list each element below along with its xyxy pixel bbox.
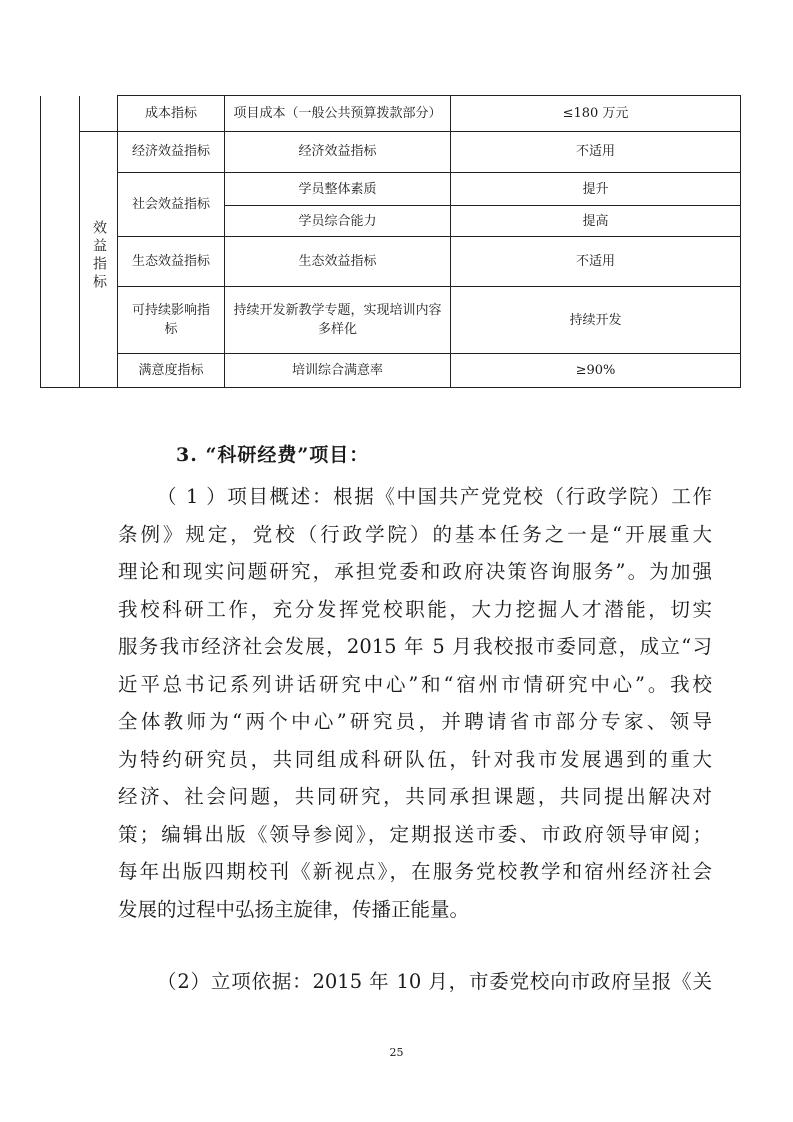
- indicator-cell: 培训综合满意率: [225, 354, 451, 388]
- table-row: [41, 96, 741, 132]
- indicator-cell: 学员综合能力: [225, 205, 451, 237]
- page-number: 25: [389, 1046, 404, 1059]
- benefit-indicator-label: 效益指标: [91, 220, 107, 293]
- indicator-cell: [225, 287, 451, 354]
- value-cell: 不适用: [451, 131, 741, 173]
- indicator-cell: 项目成本（一般公共预算拨款部分）: [225, 96, 451, 132]
- value-cell: ≥90%: [451, 354, 741, 388]
- paragraph-line: 近平总书记系列讲话研究中心”和“宿州市情研究中心”。我校: [118, 672, 712, 696]
- paragraph-line: 理论和现实问题研究，承担党委和政府决策咨询服务”。为加强: [118, 560, 712, 583]
- paragraph-project-overview: [118, 478, 712, 928]
- paragraph-line: 我校科研工作，充分发挥党校职能，大力挖掘人才潜能，切实: [118, 597, 712, 621]
- table-row: [41, 287, 741, 354]
- subcategory-cell: 满意度指标: [118, 354, 225, 388]
- indicator-cell: 学员整体素质: [225, 173, 451, 206]
- indicator-line: 持续开发新教学专题，实现培训内容: [233, 303, 442, 319]
- indicator-line: 多样化: [317, 322, 357, 338]
- paragraph-line: 全体教师为“两个中心”研究员，并聘请省市部分专家、领导: [118, 710, 712, 733]
- subcategory-cell: 生态效益指标: [118, 237, 225, 287]
- value-cell: 不适用: [451, 237, 741, 287]
- category-cell-continued: [41, 96, 80, 388]
- paragraph-line: 每年出版四期校刊《新视点》，在服务党校教学和宿州经济社会: [118, 860, 712, 883]
- subcategory-line: 标: [164, 322, 178, 338]
- table-row: [41, 237, 741, 287]
- table-row: [41, 173, 741, 206]
- subcategory-cell: 社会效益指标: [118, 173, 225, 237]
- value-cell: 提升: [451, 173, 741, 206]
- subcategory-cell: 经济效益指标: [118, 131, 225, 173]
- table-row: [41, 131, 741, 173]
- paragraph-line: 经济、社会问题，共同研究，共同承担课题，共同提出解决对: [118, 785, 712, 808]
- indicator-cell: 经济效益指标: [225, 131, 451, 173]
- paragraph-line: 为特约研究员，共同组成科研队伍，针对我市发展遇到的重大: [118, 747, 712, 771]
- table-row: [41, 354, 741, 388]
- value-cell: 提高: [451, 205, 741, 237]
- paragraph-line: 发展的过程中弘扬主旋律，传播正能量。: [118, 897, 470, 921]
- paragraph-project-basis: [118, 963, 712, 1001]
- paragraph-line: 策；编辑出版《领导参阅》，定期报送市委、市政府领导审阅；: [118, 822, 712, 846]
- paragraph-line: （ 1 ）项目概述：根据《中国共产党党校（行政学院）工作: [157, 485, 712, 508]
- subcategory-line: 可持续影响指: [131, 303, 210, 319]
- paragraph-line: 服务我市经济社会发展，2015 年 5 月我校报市委同意，成立“习: [118, 635, 712, 658]
- performance-indicator-table: [40, 95, 741, 388]
- subcategory-cell: 成本指标: [118, 96, 225, 132]
- paragraph-line: 条例》规定，党校（行政学院）的基本任务之一是“开展重大: [118, 522, 712, 546]
- value-cell: 持续开发: [451, 287, 741, 354]
- subcategory-cell: [118, 287, 225, 354]
- section-heading: 3. “科研经费”项目：: [176, 444, 370, 466]
- paragraph-line: （2）立项依据：2015 年 10 月，市委党校向市政府呈报《关: [157, 970, 712, 993]
- indicator-cell: 生态效益指标: [225, 237, 451, 287]
- value-cell: ≤180 万元: [451, 96, 741, 132]
- subcategory-cell-continued: [80, 96, 118, 132]
- benefit-indicator-cell: [80, 131, 118, 387]
